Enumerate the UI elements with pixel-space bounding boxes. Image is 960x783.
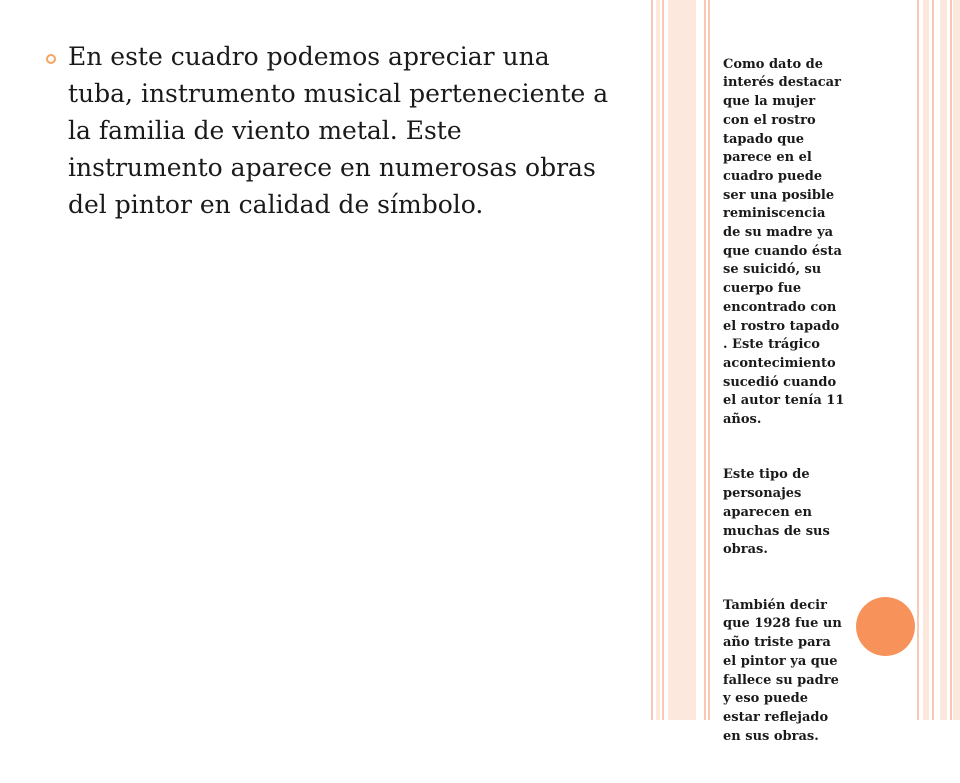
stripe-band <box>656 0 660 720</box>
stripe-line <box>932 0 934 720</box>
stripe-line <box>917 0 919 720</box>
side-note-paragraph: Este tipo de personajes aparecen en muchas de sus obras. <box>723 467 830 558</box>
stripe-line <box>950 0 952 720</box>
side-note-paragraph: También decir que 1928 fue un año triste para el pintor ya que fallece su padre y eso puede estar reflejado en sus obras. <box>723 597 842 744</box>
side-note <box>723 37 873 783</box>
side-note-paragraph: Como dato de interés destacar que la mujer con el rostro tapado que parece en el cuadro puede ser una posible reminiscencia de su madre ya que cuando ésta se suicidó, su cuerpo fue encontrado con el rostro tapado . Este trágico acontecimiento sucedió cuando el autor tenía 11 años. <box>723 56 845 428</box>
stripe-line <box>651 0 653 720</box>
decorative-circle <box>856 597 915 656</box>
stripe-band <box>940 0 947 720</box>
stripe-band <box>953 0 960 720</box>
bullet-item <box>46 38 616 223</box>
bullet-text: En este cuadro podemos apreciar una tuba, instrumento musical perteneciente a la familia de viento metal. Este instrumento aparece en numerosas obras del pintor en calidad de símbolo. <box>68 42 609 219</box>
stripe-line <box>708 0 710 720</box>
stripe-line <box>662 0 664 720</box>
main-content <box>46 38 616 223</box>
stripe-band <box>668 0 696 720</box>
bullet-dot-icon <box>46 54 56 64</box>
stripe-line <box>704 0 706 720</box>
stripe-band <box>923 0 929 720</box>
